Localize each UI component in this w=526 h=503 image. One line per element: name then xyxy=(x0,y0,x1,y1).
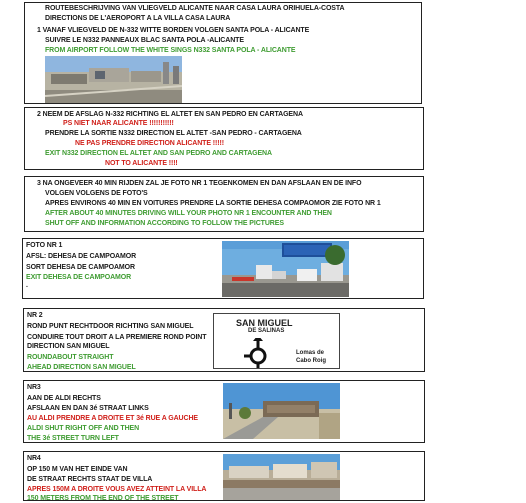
nr4-french: APRES 150M A DROITE VOUS AVEZ ATTEINT LA VILLA xyxy=(27,486,207,493)
roundabout-icon xyxy=(244,338,272,368)
nr3-dutch-line2: AFSLAAN EN DAN 3é STRAAT LINKS xyxy=(27,405,149,412)
foto1-box xyxy=(22,238,424,299)
aldi-street-photo xyxy=(223,383,340,439)
step2-dutch-warning: PS NIET NAAR ALICANTE !!!!!!!!!!! xyxy=(63,120,174,127)
sign-destination-2: Cabo Roig xyxy=(296,358,326,364)
sign-subtitle: DE SALINAS xyxy=(248,328,285,334)
foto1-extra: . xyxy=(26,282,28,289)
nr3-french: AU ALDI PRENDRE A DROITE ET 3é RUE A GAUCHE xyxy=(27,415,198,422)
step2-english: EXIT N332 DIRECTION EL ALTET AND SAN PEDRO AND CARTAGENA xyxy=(45,150,272,157)
step3-dutch-line1: 3 NA ONGEVEER 40 MIN RIJDEN ZAL JE FOTO NR 1 TEGENKOMEN EN DAN AFSLAAN EN DE INFO xyxy=(37,180,362,187)
airport-photo xyxy=(45,56,182,103)
step3-box xyxy=(24,176,424,232)
villa-street-photo xyxy=(223,454,340,500)
step1-english: FROM AIRPORT FOLLOW THE WHITE SINGS N332 SANTA POLA - ALICANTE xyxy=(45,47,296,54)
step2-dutch: 2 NEEM DE AFSLAG N-332 RICHTING EL ALTET EN SAN PEDRO EN CARTAGENA xyxy=(37,111,303,118)
step2-french: PRENDRE LA SORTIE N332 DIRECTION EL ALTET -SAN PEDRO - CARTAGENA xyxy=(45,130,302,137)
nr3-box xyxy=(23,380,425,443)
nr2-dutch: ROND PUNT RECHTDOOR RICHTING SAN MIGUEL xyxy=(27,323,194,330)
nr2-english-line1: ROUNDABOUT STRAIGHT xyxy=(27,354,114,361)
nr2-french-line2: DIRECTION SAN MIGUEL xyxy=(27,343,110,350)
road-sign-photo xyxy=(222,241,349,297)
sign-title: SAN MIGUEL xyxy=(236,318,293,328)
nr4-dutch-line2: DE STRAAT RECHTS STAAT DE VILLA xyxy=(27,476,153,483)
nr3-dutch-line1: AAN DE ALDI RECHTS xyxy=(27,395,101,402)
nr2-box xyxy=(23,308,425,372)
nr4-title: NR4 xyxy=(27,455,41,462)
step2-english-warning: NOT TO ALICANTE !!!! xyxy=(105,160,178,167)
step3-french: APRES ENVIRONS 40 MIN EN VOITURES PRENDRE LA SORTIE DEHESA COMPAOMOR ZIE FOTO NR 1 xyxy=(45,200,381,207)
foto1-english: EXIT DEHESA DE CAMPOAMOR xyxy=(26,274,132,281)
nr4-dutch-line1: OP 150 M VAN HET EINDE VAN xyxy=(27,466,128,473)
nr4-box xyxy=(23,451,425,501)
nr3-title: NR3 xyxy=(27,384,41,391)
foto1-title: FOTO NR 1 xyxy=(26,242,63,249)
step2-box xyxy=(24,107,424,170)
sign-destination-1: Lomas de xyxy=(296,350,325,356)
nr2-title: NR 2 xyxy=(27,312,43,319)
nr2-french-line1: CONDUIRE TOUT DROIT A LA PREMIERE ROND POINT xyxy=(27,334,207,341)
nr3-english-line2: THE 3é STREET TURN LEFT xyxy=(27,435,119,442)
step1-box xyxy=(24,2,422,104)
step2-french-warning: NE PAS PRENDRE DIRECTION ALICANTE !!!!! xyxy=(75,140,224,147)
nr4-english: 150 METERS FROM THE END OF THE STREET xyxy=(27,495,179,502)
header-subtitle: DIRECTIONS DE L'AEROPORT A LA VILLA CASA LAURA xyxy=(45,15,231,22)
nr2-english-line2: AHEAD DIRECTION SAN MIGUEL xyxy=(27,364,136,371)
foto1-french: SORT DEHESA DE CAMPOAMOR xyxy=(26,264,135,271)
step3-dutch-line2: VOLGEN VOLGENS DE FOTO'S xyxy=(45,190,148,197)
step1-dutch: 1 VANAF VLIEGVELD DE N-332 WITTE BORDEN VOLGEN SANTA POLA - ALICANTE xyxy=(37,27,310,34)
header-title: ROUTEBESCHRIJVING VAN VLIEGVELD ALICANTE NAAR CASA LAURA ORIHUELA-COSTA xyxy=(45,5,345,12)
step3-english-line1: AFTER ABOUT 40 MINUTES DRIVING WILL YOUR PHOTO NR 1 ENCOUNTER AND THEN xyxy=(45,210,332,217)
step3-english-line2: SHUT OFF AND INFORMATION ACCORDING TO FOLLOW THE PICTURES xyxy=(45,220,284,227)
foto1-dutch: AFSL: DEHESA DE CAMPOAMOR xyxy=(26,253,137,260)
roundabout-sign xyxy=(213,313,340,369)
nr3-english-line1: ALDI SHUT RIGHT OFF AND THEN xyxy=(27,425,140,432)
step1-french: SUIVRE LE N332 PANNEAUX BLAC SANTA POLA -ALICANTE xyxy=(45,37,244,44)
